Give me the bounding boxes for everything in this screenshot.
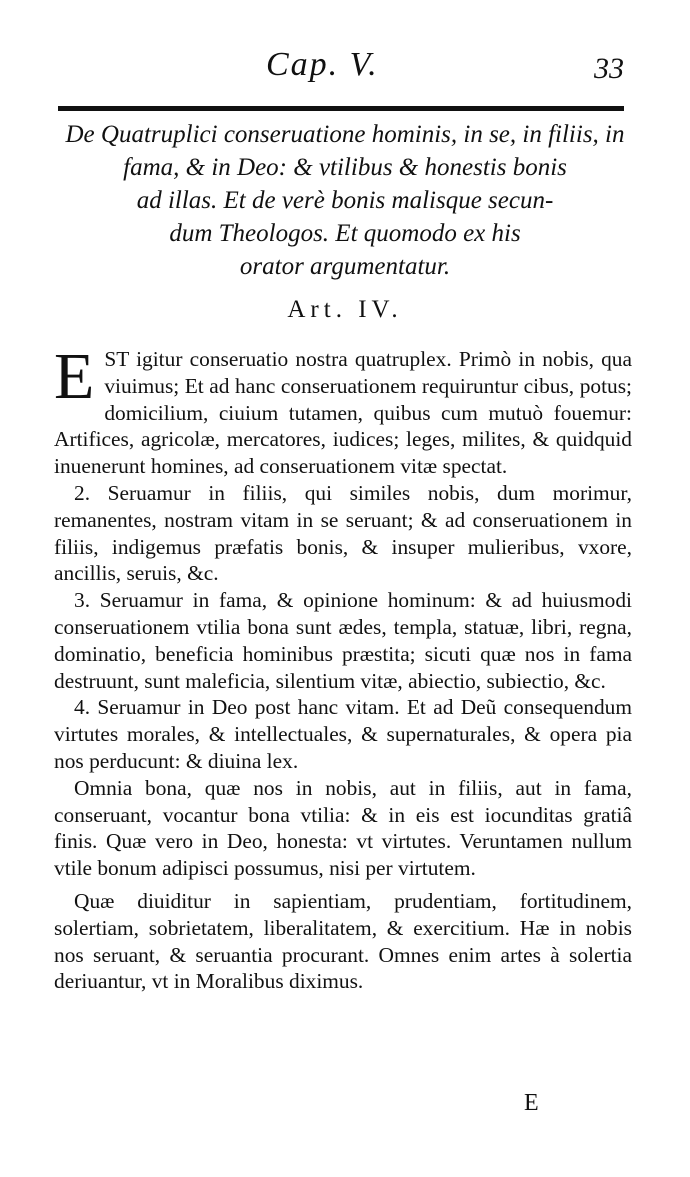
article-number: Art. IV.: [287, 296, 403, 323]
paragraph-1-text: ST igitur conseruatio nostra quatruplex. Primò in nobis, qua viuimus; Et ad hanc conseruationem requiruntur cibus, potus; domicilium, ciuium tutamen, quibus cum mutuò fouemur: Artifices, agricolæ, mercatores, iudices; leges, milites, & quidquid inuenerunt homines, ad conseruationem vitæ spectat.: [54, 347, 632, 479]
body-text: [54, 340, 632, 995]
paragraph-5: Omnia bona, quæ nos in nobis, aut in filiis, aut in fama, conseruant, vocantur bona vtilia: & in eis est iocunditas gratiâ finis. Quæ vero in Deo, honesta: vt virtutes. Veruntamen nullum vtile bonum adipisci possumus, nisi per virtutem.: [54, 775, 632, 881]
heading-rule: [58, 106, 624, 111]
catchword: E: [524, 1090, 539, 1116]
paragraph-1: [54, 340, 632, 480]
paragraph-4: 4. Seruamur in Deo post hanc vitam. Et ad Deũ consequendum virtutes morales, & intellectuales, & supernaturales, & opera pia nos perducunt: & diuina lex.: [54, 695, 632, 773]
drop-cap: E: [54, 340, 95, 413]
chapter-title: Cap. V.: [266, 46, 379, 83]
heading-line: dum Theologos. Et quomodo ex his: [169, 220, 521, 247]
heading-line: ad illas. Et de verè bonis malisque secun-: [136, 187, 554, 214]
heading-line: De Quatruplici conseruatione hominis, in se, in filiis, in: [65, 121, 625, 148]
paragraph-3: 3. Seruamur in fama, & opinione hominum: & ad huiusmodi conseruationem vtilia bona sunt ædes, templa, statuæ, libri, regna, dominatio, beneficia hominibus præstita; sicuti quæ nos in fama destruunt, sunt maleficia, silentium vitæ, abiectio, subiectio, &c.: [54, 588, 632, 693]
page-number: 33: [594, 52, 624, 85]
running-head: [0, 40, 690, 90]
section-heading: [50, 118, 640, 283]
paragraph-6: Quæ diuiditur in sapientiam, prudentiam, fortitudinem, solertiam, sobrietatem, liberalitatem, & exercitium. Hæ in nobis nos seruant, & seruantia procurant. Omnes enim artes à solertia deriuantur, vt in Moralibus diximus.: [54, 888, 632, 994]
paragraph-2: 2. Seruamur in filiis, qui similes nobis, dum morimur, remanentes, nostram vitam in se seruant; & ad conseruationem in filiis, indigemus præfatis bonis, & insuper mulieribus, vxore, ancillis, seruis, &c.: [54, 480, 632, 586]
heading-line: fama, & in Deo: & vtilibus & honestis bonis: [123, 154, 567, 181]
heading-line: orator argumentatur.: [239, 253, 451, 280]
